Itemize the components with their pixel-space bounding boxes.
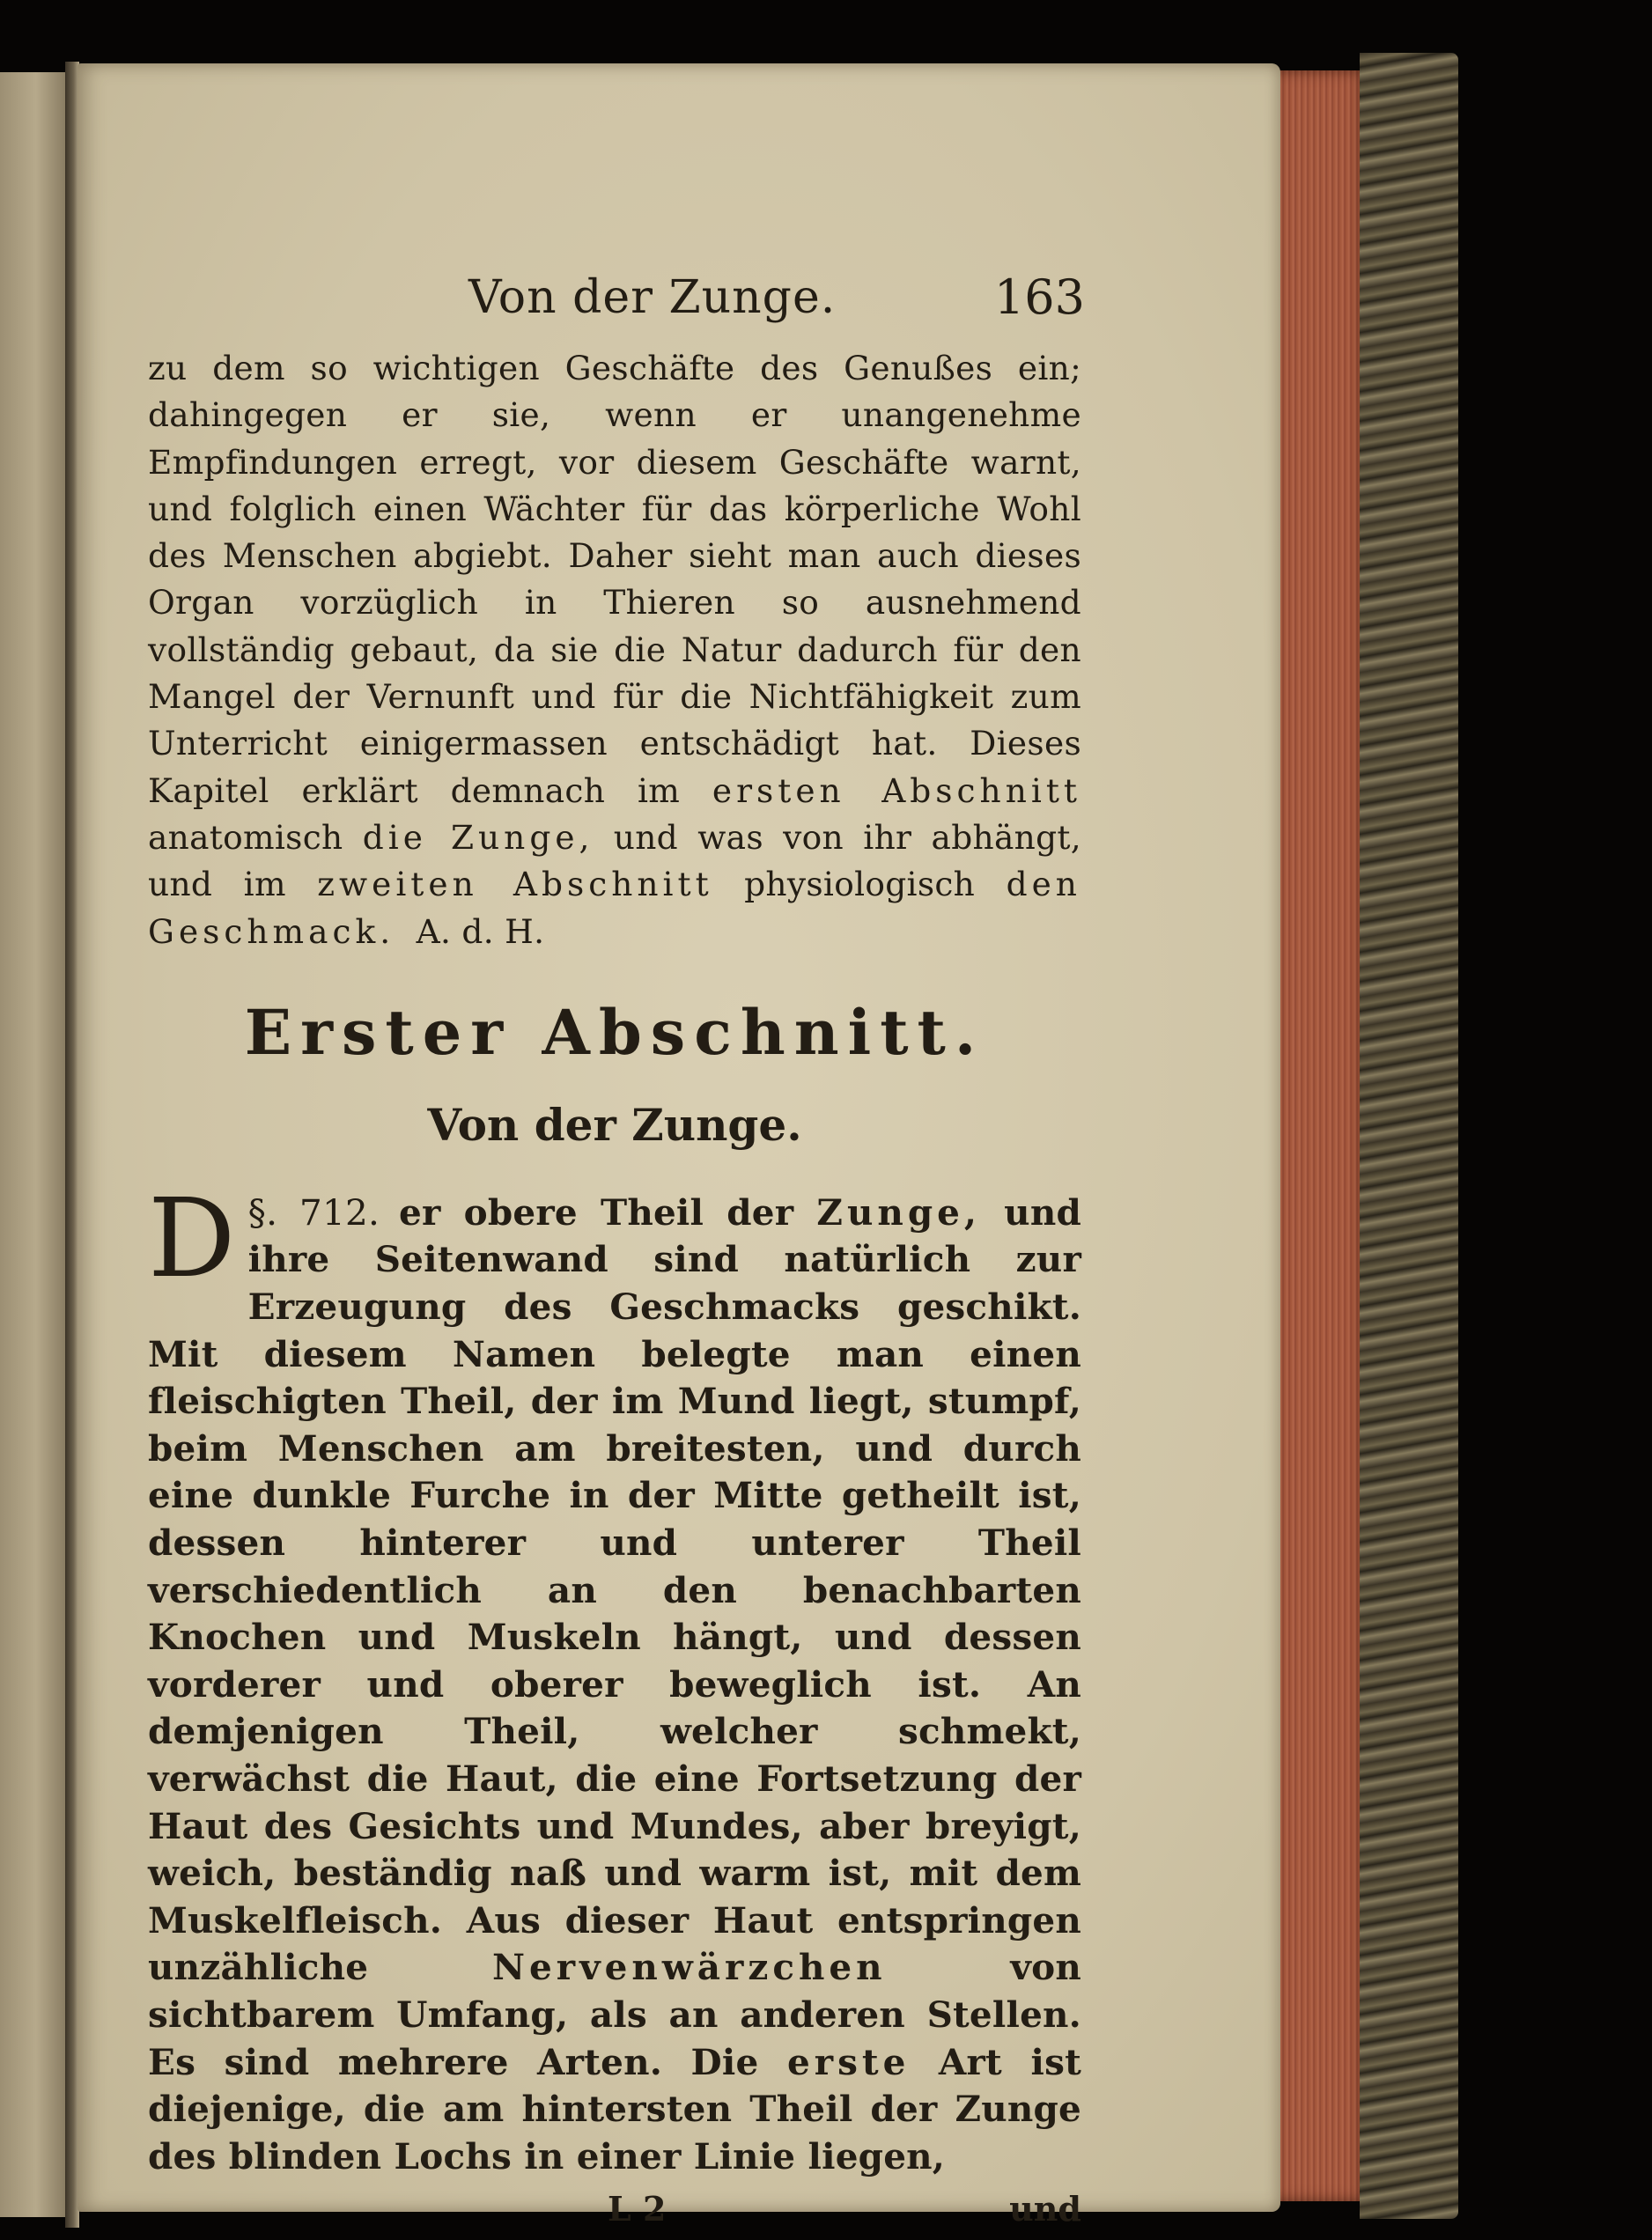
page-text-block xyxy=(148,255,1085,2240)
drop-cap: D xyxy=(148,1175,236,1302)
section-subtitle: Von der Zunge. xyxy=(427,1098,802,1151)
catchword: und xyxy=(1009,2189,1081,2229)
body-term: Nervenwärzchen xyxy=(492,1946,887,1989)
body-term: erste xyxy=(786,2040,911,2083)
editor-attribution: A. d. H. xyxy=(416,911,545,951)
body-text: und ihre Seitenwand sind natürlich zur Erzeugung des Geschmacks geschikt. Mit diesem Namen belegte man einen fleischigten Theil, der im Mund liegt, stumpf, beim Menschen am breitesten, und durch eine dunkle Furche in der Mitte getheilt ist, dessen hinterer und unterer Theil verschiedentlich an den benachbarten Knochen und Muskeln hängt, und dessen vorderer und oberer beweglich ist. An demjenigen Theil, welcher schmekt, verwächst die Haut, die eine Fortsetzung der Haut des Gesichts und Mundes, aber breyigt, weich, beständig naß und warm ist, mit dem Muskelfleisch. Aus dieser Haut entspringen unzähliche xyxy=(148,1190,1081,1989)
intro-paragraph xyxy=(148,345,1081,955)
facing-page-edge xyxy=(0,72,67,2217)
intro-term: die Zunge, xyxy=(362,817,594,857)
page-number: 163 xyxy=(993,269,1085,325)
body-paragraph xyxy=(148,1175,1081,2180)
page-footer xyxy=(148,2189,1081,2240)
intro-term: ersten Abschnitt xyxy=(712,770,1081,810)
marbled-cover-board xyxy=(1360,53,1458,2219)
body-text: er obere Theil der xyxy=(399,1190,794,1234)
intro-text: physiologisch xyxy=(744,865,976,904)
section-title: Erster Abschnitt. xyxy=(244,995,985,1069)
intro-term: zweiten Abschnitt xyxy=(317,865,713,904)
intro-text: und was von ihr abhängt, und im xyxy=(148,817,1081,904)
intro-text: zu dem so wichtigen Geschäfte des Genußes ein; dahingegen er sie, wenn er unangenehme Empfindungen erregt, vor diesem Geschäfte warnt, und folglich einen Wächter für das körperliche Wohl des Menschen abgiebt. Daher sieht man auch dieses Organ vorzüglich in Thieren so ausnehmend vollständig gebaut, da sie die Natur dadurch für den Mangel der Vernunft und für die Nichtfähigkeit zum Unterricht einigermassen entschädigt hat. Dieses Kapitel erklärt demnach im xyxy=(148,349,1081,810)
body-text: Art ist diejenige, die am hintersten Theil der Zunge des blinden Lochs in einer Linie liegen, xyxy=(148,2040,1081,2177)
signature-mark: L 2 xyxy=(608,2189,667,2229)
page-header xyxy=(148,255,1085,326)
intro-term: den Geschmack. xyxy=(148,865,1081,951)
running-title: Von der Zunge. xyxy=(468,271,837,324)
body-term: Zunge, xyxy=(816,1190,982,1234)
paragraph-number: §. 712. xyxy=(247,1190,380,1234)
page-block-edges xyxy=(1270,70,1362,2201)
body-text: von sichtbarem Umfang, als an anderen Stellen. Es sind mehrere Arten. Die xyxy=(148,1946,1081,2083)
intro-text: anatomisch xyxy=(148,817,343,857)
